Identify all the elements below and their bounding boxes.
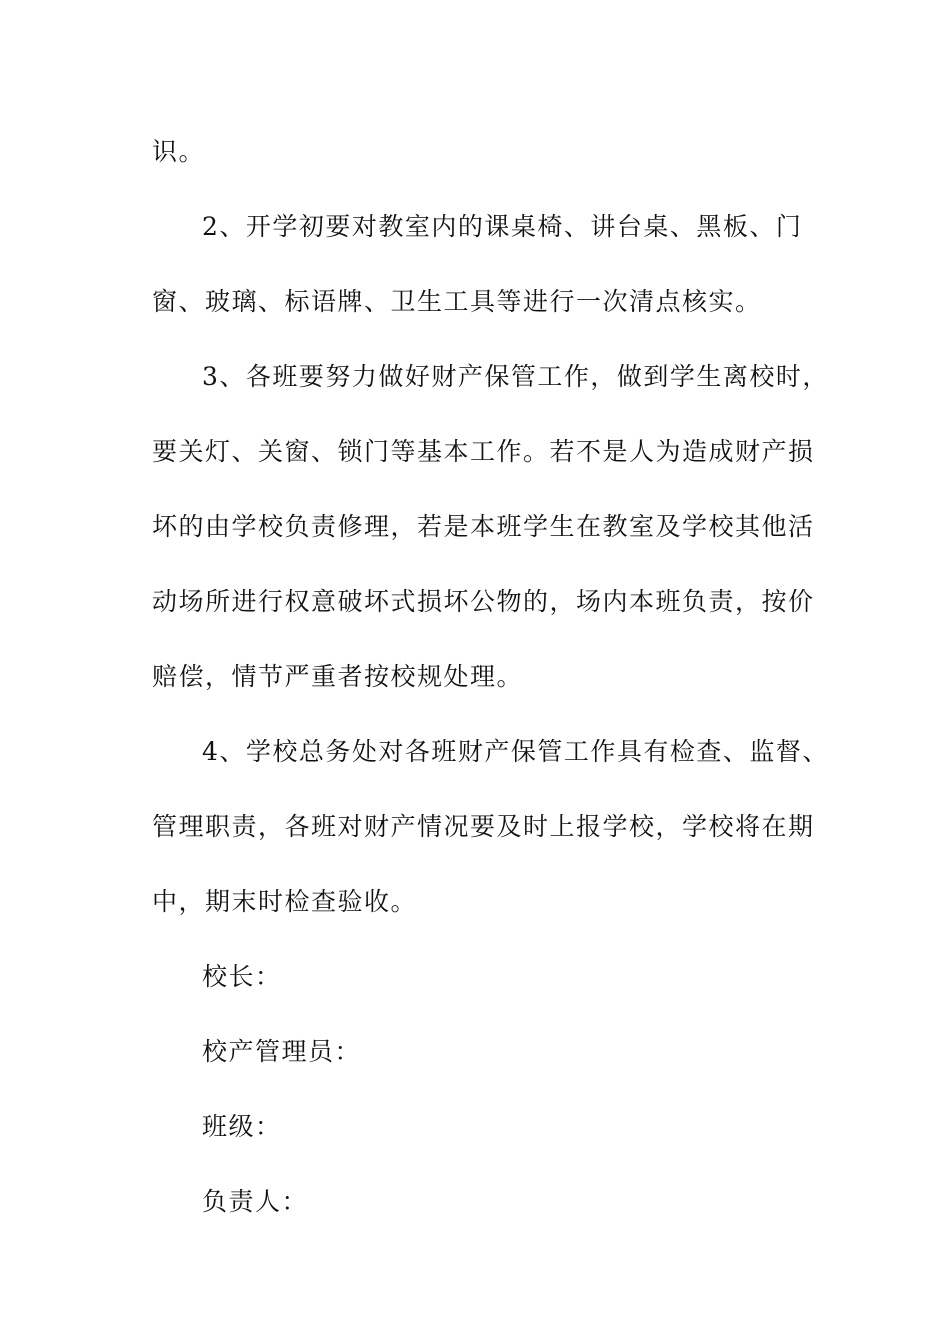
- signature-person-in-charge: 负责人：: [202, 1187, 309, 1216]
- signature-class: 班级：: [202, 1112, 282, 1141]
- item-3-line-2: 要关灯、关窗、锁门等基本工作。若不是人为造成财产损: [152, 437, 815, 466]
- item-3-line-5: 赔偿，情节严重者按校规处理。: [152, 662, 524, 691]
- item-3-line-3: 坏的由学校负责修理，若是本班学生在教室及学校其他活: [152, 512, 815, 541]
- signature-principal: 校长：: [202, 962, 282, 991]
- item-4-line-3: 中，期末时检查验收。: [152, 887, 418, 916]
- item-3-line-4: 动场所进行权意破坏式损坏公物的，场内本班负责，按价: [152, 587, 815, 616]
- signature-property-manager: 校产管理员：: [202, 1037, 362, 1066]
- item-2-line-1: 2、开学初要对教室内的课桌椅、讲台桌、黑板、门: [202, 212, 803, 241]
- item-4-line-2: 管理职责，各班对财产情况要及时上报学校，学校将在期: [152, 812, 815, 841]
- item-4-line-1: 4、学校总务处对各班财产保管工作具有检查、监督、: [202, 737, 829, 766]
- item-2-line-2: 窗、玻璃、标语牌、卫生工具等进行一次清点核实。: [152, 287, 762, 316]
- item-3-line-1: 3、各班要努力做好财产保管工作，做到学生离校时，: [202, 362, 829, 391]
- paragraph-1-continuation: 识。: [152, 137, 206, 166]
